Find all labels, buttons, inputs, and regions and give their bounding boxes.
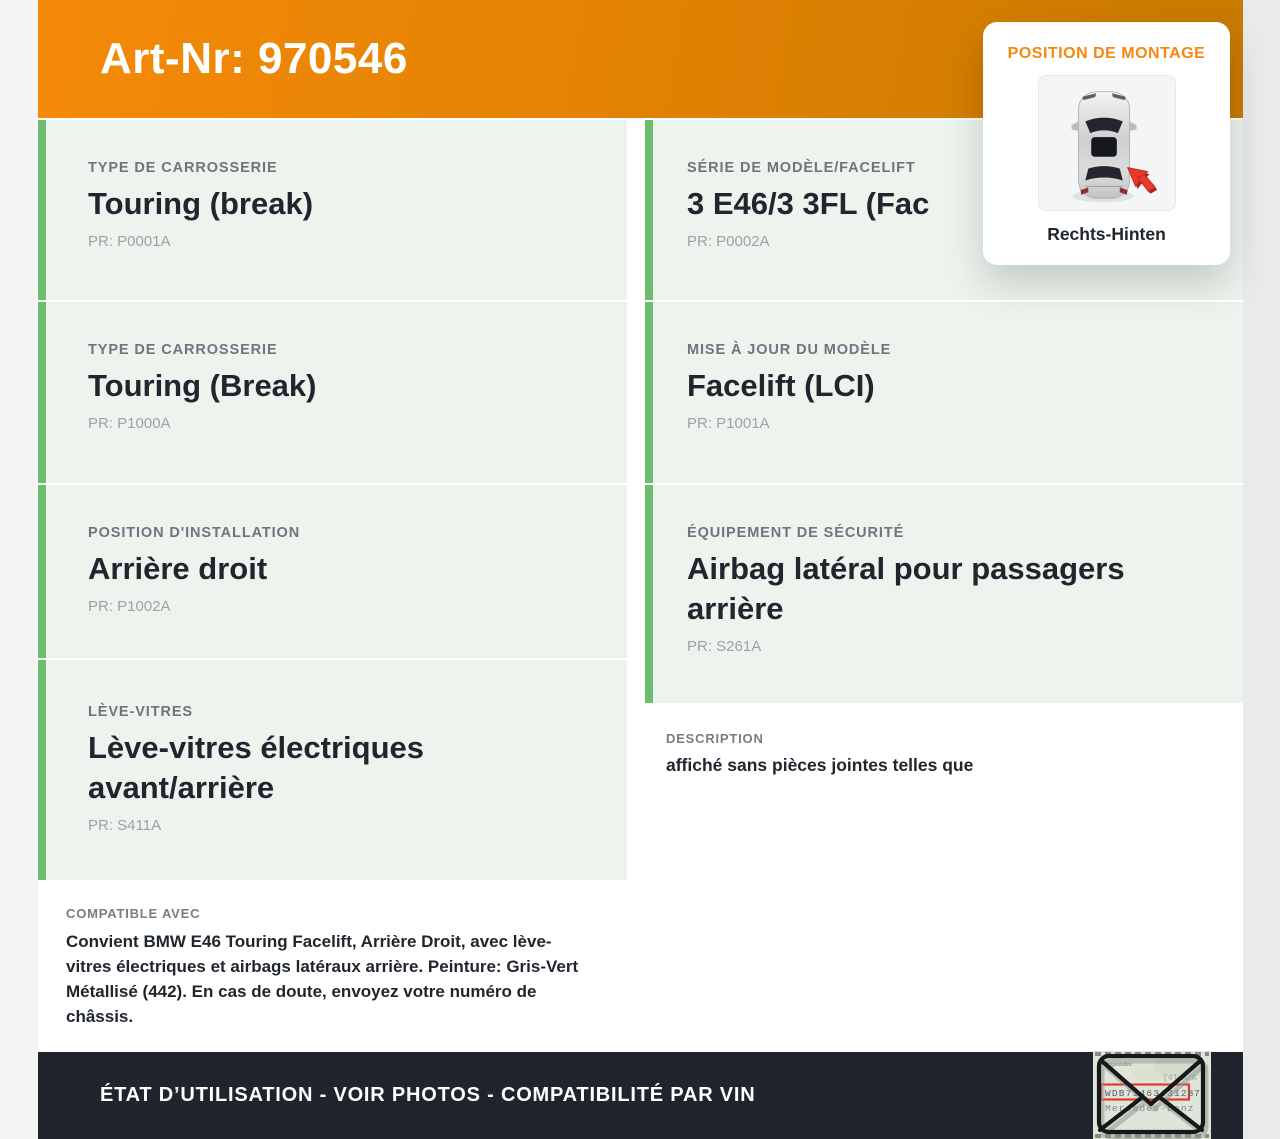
card-title: Touring (Break)	[88, 368, 317, 403]
card-body-type-1	[38, 120, 627, 300]
vin-text: WDB71463J3128	[1105, 1088, 1195, 1099]
card-pr-code: PR: P1002A	[88, 598, 171, 615]
card-pr-code: PR: S261A	[687, 638, 762, 655]
mounting-position-caption: Rechts-Hinten	[1047, 224, 1166, 244]
registration-doc-label: Fahrgestellnr.	[1100, 1062, 1134, 1068]
card-title: Arrière droit	[88, 551, 268, 586]
card-pr-code: PR: P1000A	[88, 415, 171, 432]
card-title: Airbag latéral pour passagers arrière	[687, 551, 1125, 626]
left-column	[38, 120, 627, 1050]
card-title: Touring (break)	[88, 186, 314, 221]
compatible-label: COMPATIBLE AVEC	[66, 906, 201, 921]
card-title: 3 E46/3 3FL (Fac	[687, 186, 930, 221]
description-section	[645, 705, 1243, 1052]
card-label: TYPE DE CARROSSERIE	[88, 160, 278, 176]
compatible-text: Convient BMW E46 Touring Facelift, Arrière Droit, avec lève-vitres électriques et airbags latéraux arrière. Peinture: Gris-Vert Métallisé (442). En cas de doute, envoyez votre numéro de châssis.	[66, 932, 579, 1026]
card-pr-code: PR: P0001A	[88, 233, 171, 250]
mounting-position-card	[983, 22, 1230, 265]
card-pr-code: PR: P1001A	[687, 415, 770, 432]
card-label: ÉQUIPEMENT DE SÉCURITÉ	[687, 525, 905, 541]
card-safety-equipment	[645, 485, 1243, 703]
card-window-lifters	[38, 660, 627, 880]
footer-banner	[38, 1052, 1243, 1139]
footer-text: ÉTAT D’UTILISATION - VOIR PHOTOS - COMPATIBILITÉ PAR VIN	[100, 1084, 756, 1106]
card-label: MISE À JOUR DU MODÈLE	[687, 342, 892, 358]
card-title: Lève-vitres électriques avant/arrière	[88, 730, 425, 805]
card-label: TYPE DE CARROSSERIE	[88, 342, 278, 358]
card-label: POSITION D'INSTALLATION	[88, 525, 301, 541]
card-body-type-2	[38, 302, 627, 483]
card-pr-code: PR: S411A	[88, 817, 162, 834]
brand-text: Mercedes-Benz	[1105, 1103, 1195, 1114]
article-number-title: Art-Nr: 970546	[100, 34, 408, 83]
card-title: Facelift (LCI)	[687, 368, 875, 403]
vin-suffix: 7	[1194, 1088, 1200, 1099]
card-installation-position	[38, 485, 627, 658]
car-top-view-icon	[1039, 76, 1175, 210]
registration-document-image	[1093, 1051, 1211, 1139]
description-label: DESCRIPTION	[666, 731, 764, 746]
compatible-section	[38, 882, 627, 1050]
mounting-position-label: POSITION DE MONTAGE	[1007, 45, 1206, 62]
card-label: SÉRIE DE MODÈLE/FACELIFT	[687, 160, 916, 176]
red-arrow-icon	[1127, 168, 1157, 194]
car-position-imagebox	[1038, 75, 1176, 211]
card-label: LÈVE-VITRES	[88, 704, 193, 720]
description-text: affiché sans pièces jointes telles que	[666, 755, 974, 775]
envelope-icon	[1093, 1051, 1211, 1139]
card-model-update	[645, 302, 1243, 483]
registration-code-tag: [4] A/A	[1163, 1074, 1197, 1083]
card-pr-code: PR: P0002A	[687, 233, 770, 250]
